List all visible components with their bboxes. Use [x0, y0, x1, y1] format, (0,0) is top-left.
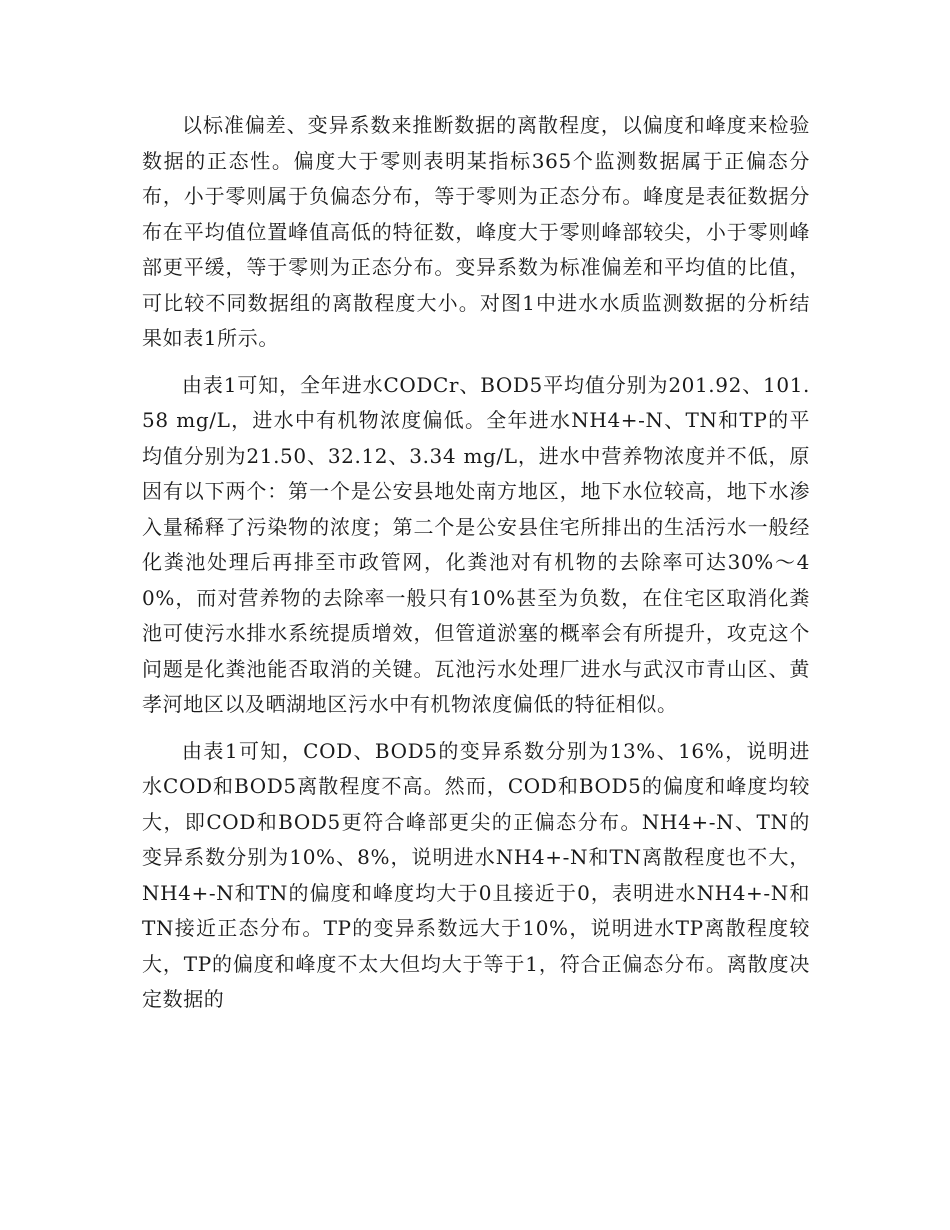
paragraph-influent-averages: 由表1可知，全年进水CODCr、BOD5平均值分别为201.92、101.58 mg/L，进水中有机物浓度偏低。全年进水NH4+-N、TN和TP的平均值分别为21.50、32.12、3.34 mg/L，进水中营养物浓度并不低，原因有以下两个：第一个是公安县地处南方地区，地下水位较高，地下水渗入量稀释了污染物的浓度；第二个是公安县住宅所排出的生活污水一般经化粪池处理后再排至市政管网，化粪池对有机物的去除率可达30%～40%，而对营养物的去除率一般只有10%甚至为负数，在住宅区取消化粪池可使污水排水系统提质增效，但管道淤塞的概率会有所提升，攻克这个问题是化粪池能否取消的关键。瓦池污水处理厂进水与武汉市青山区、黄孝河地区以及晒湖地区污水中有机物浓度偏低的特征相似。 [142, 372, 810, 716]
document-body [142, 108, 810, 1018]
paragraph-variation-analysis: 由表1可知，COD、BOD5的变异系数分别为13%、16%，说明进水COD和BOD5离散程度不高。然而，COD和BOD5的偏度和峰度均较大，即COD和BOD5更符合峰部更尖的正偏态分布。NH4+-N、TN的变异系数分别为10%、8%，说明进水NH4+-N和TN离散程度也不大，NH4+-N和TN的偏度和峰度均大于0且接近于0，表明进水NH4+-N和TN接近正态分布。TP的变异系数远大于10%，说明进水TP离散程度较大，TP的偏度和峰度不太大但均大于等于1，符合正偏态分布。离散度决定数据的 [142, 738, 810, 1011]
paragraph-statistics-method: 以标准偏差、变异系数来推断数据的离散程度，以偏度和峰度来检验数据的正态性。偏度大于零则表明某指标365个监测数据属于正偏态分布，小于零则属于负偏态分布，等于零则为正态分布。峰度是表征数据分布在平均值位置峰值高低的特征数，峰度大于零则峰部较尖，小于零则峰部更平缓，等于零则为正态分布。变异系数为标准偏差和平均值的比值，可比较不同数据组的离散程度大小。对图1中进水水质监测数据的分析结果如表1所示。 [142, 113, 810, 350]
